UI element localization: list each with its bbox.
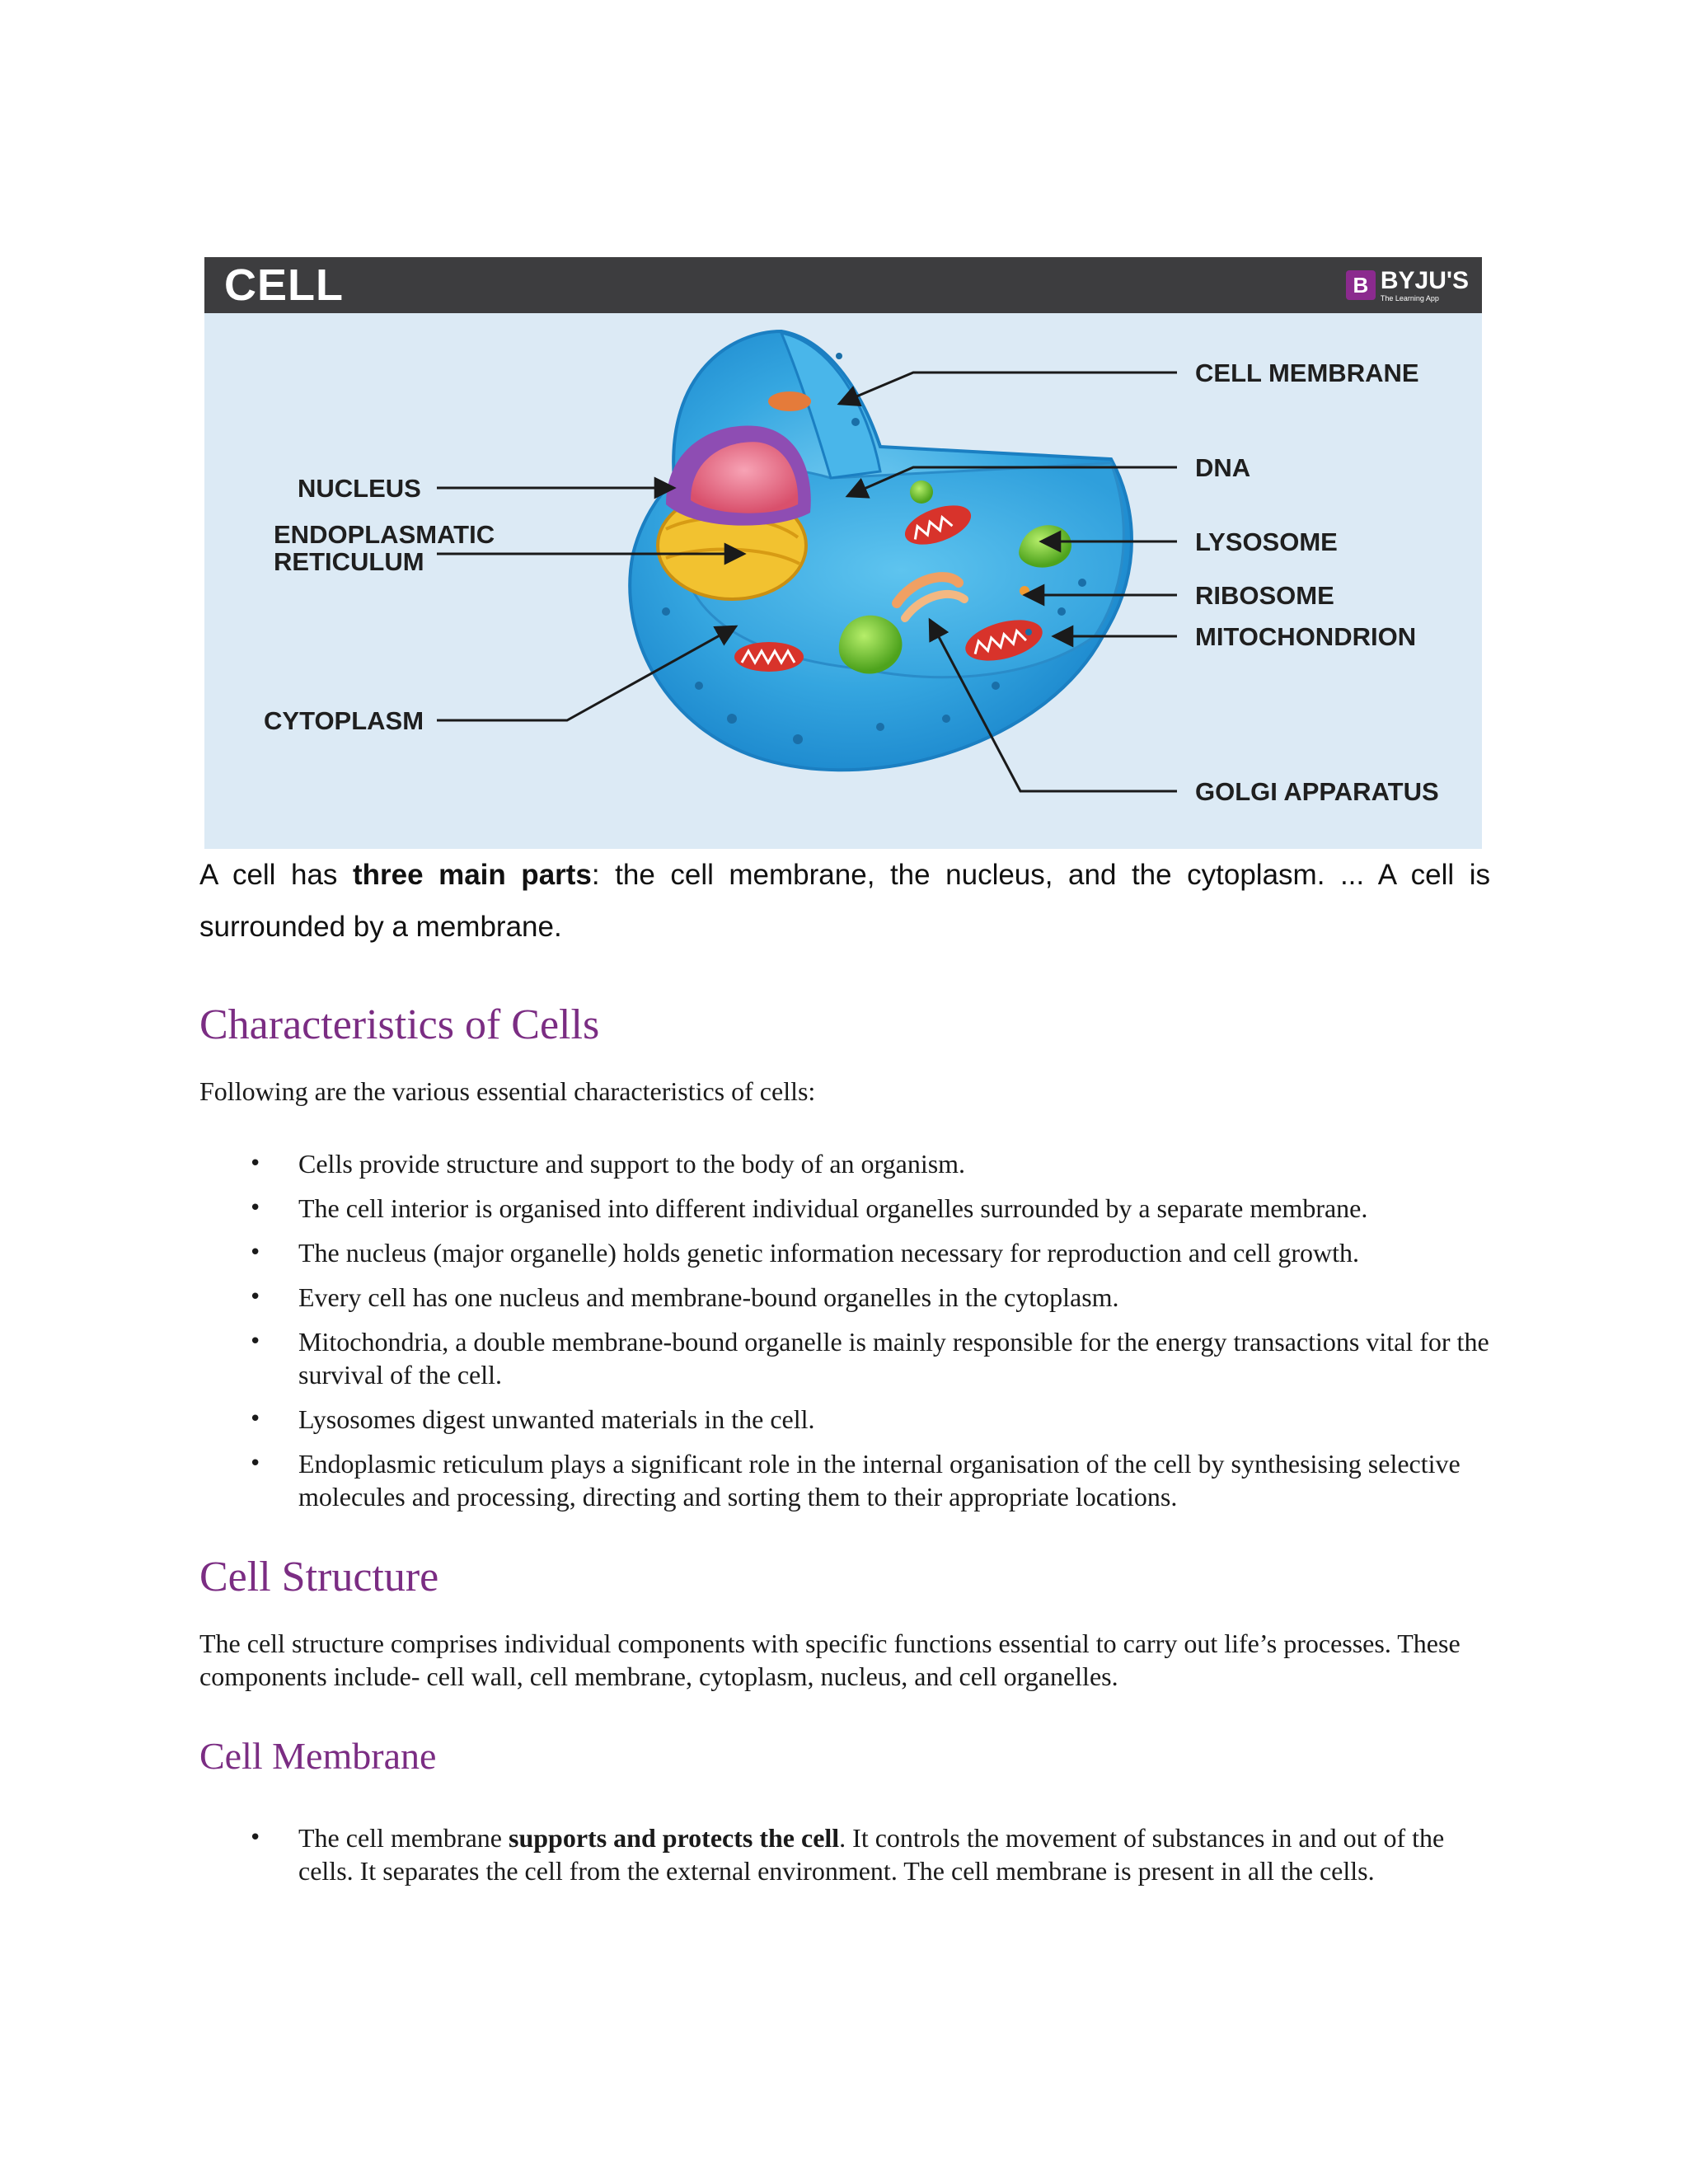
intro-paragraph (199, 849, 1490, 953)
list-item: • Mitochondria, a double membrane-bound organelle is mainly responsible for the energy transactions vital for the survival of the cell. (249, 1327, 1489, 1390)
label-dna: DNA (1195, 453, 1251, 482)
byjus-brand-name: BYJU'S (1380, 266, 1469, 294)
label-endoplasmic-reticulum: ENDOPLASMATIC RETICULUM (274, 520, 495, 576)
heading-cell-membrane: Cell Membrane (199, 1735, 437, 1777)
characteristics-list (199, 1147, 1502, 1525)
byjus-logo-mark: B (1346, 270, 1376, 300)
heading-cell-structure: Cell Structure (199, 1554, 439, 1601)
list-item: • Endoplasmic reticulum plays a significant role in the internal organisation of the cell by synthesising selective molecules and processing, directing and sorting them to their appropriate locations. (249, 1449, 1461, 1511)
intro-text-end: : the cell membrane, the nucleus, and the cytoplasm. ... A cell is surrounded by a membrane. (199, 859, 1490, 943)
list-item: • Cells provide structure and support to the body of an organism. (249, 1149, 966, 1179)
vesicle (768, 391, 811, 411)
cell-diagram (204, 257, 1482, 849)
list-item: • The cell interior is organised into different individual organelles surrounded by a separate membrane. (249, 1193, 1368, 1223)
label-lysosome: LYSOSOME (1195, 527, 1338, 556)
label-cytoplasm: CYTOPLASM (264, 706, 424, 735)
diagram-title: CELL (224, 260, 344, 310)
intro-text-start: A cell has (199, 859, 353, 891)
membrane-bold: supports and protects the cell (508, 1823, 840, 1853)
list-item: • The cell membrane supports and protects the cell. It controls the movement of substances in and out of the cells. It separates the cell from the external environment. The cell membrane is present in all the cells. (249, 1823, 1445, 1886)
characteristics-lead: Following are the various essential characteristics of cells: (199, 1076, 816, 1106)
cell-structure-paragraph: The cell structure comprises individual components with specific functions essential to carry out life’s processes. These components include- cell wall, cell membrane, cytoplasm, nucleus, and cell organelles. (199, 1629, 1461, 1691)
heading-characteristics: Characteristics of Cells (199, 1001, 600, 1048)
label-mitochondrion: MITOCHONDRION (1195, 622, 1417, 651)
lysosome-3 (910, 480, 933, 504)
label-nucleus: NUCLEUS (298, 474, 421, 503)
label-golgi-apparatus: GOLGI APPARATUS (1195, 777, 1439, 806)
list-item: • The nucleus (major organelle) holds genetic information necessary for reproduction and cell growth. (249, 1238, 1359, 1268)
list-item: • Lysosomes digest unwanted materials in the cell. (249, 1404, 815, 1434)
cell-membrane-list (199, 1821, 1502, 1899)
intro-bold: three main parts (352, 859, 592, 891)
byjus-tagline: The Learning App (1380, 293, 1439, 302)
label-cell-membrane: CELL MEMBRANE (1195, 359, 1419, 387)
mitochondrion-3 (734, 642, 804, 672)
label-ribosome: RIBOSOME (1195, 581, 1334, 610)
list-item: • Every cell has one nucleus and membrane-bound organelles in the cytoplasm. (249, 1282, 1119, 1312)
